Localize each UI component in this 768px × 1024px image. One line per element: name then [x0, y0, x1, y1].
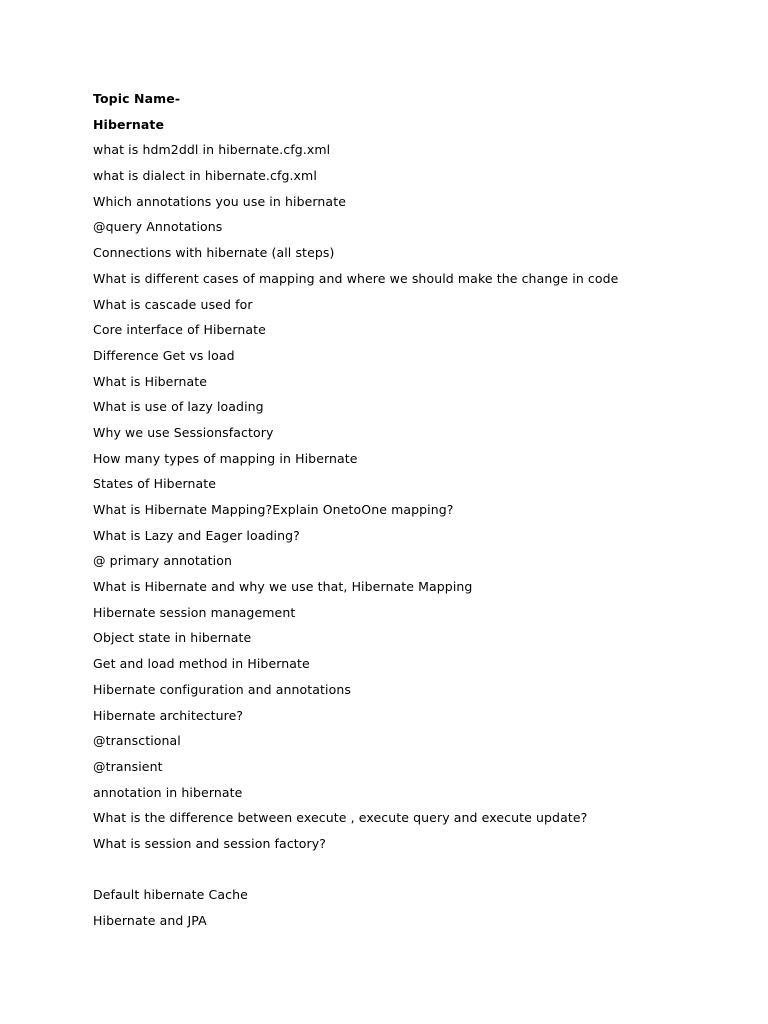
question-item: Default hibernate Cache: [93, 887, 248, 903]
question-item: @transient: [93, 758, 163, 774]
question-item: @ primary annotation: [93, 553, 233, 569]
question-item: What is Lazy and Eager loading?: [93, 527, 300, 543]
question-item: Connections with hibernate (all steps): [93, 245, 335, 261]
question-item: what is dialect in hibernate.cfg.xml: [93, 168, 317, 184]
extra-question-list: [93, 882, 733, 933]
question-item: What is different cases of mapping and where we should make the change in code: [93, 270, 619, 286]
question-item: What is use of lazy loading: [93, 399, 264, 415]
question-item: What is cascade used for: [93, 296, 253, 312]
document-page: [93, 86, 733, 934]
question-item: Which annotations you use in hibernate: [93, 193, 346, 209]
question-item: What is session and session factory?: [93, 835, 327, 851]
question-item: Core interface of Hibernate: [93, 322, 266, 338]
question-list: [93, 137, 733, 856]
question-item: @transctional: [93, 733, 181, 749]
question-item: Hibernate architecture?: [93, 707, 244, 723]
question-item: What is the difference between execute , execute query and execute update?: [93, 810, 588, 826]
topic-title: Hibernate: [93, 116, 165, 132]
question-item: Get and load method in Hibernate: [93, 656, 310, 672]
question-item: Object state in hibernate: [93, 630, 252, 646]
question-item: Difference Get vs load: [93, 347, 235, 363]
question-item: What is Hibernate Mapping?Explain OnetoOne mapping?: [93, 502, 454, 517]
question-item: @query Annotations: [93, 219, 223, 235]
blank-line: [93, 857, 733, 883]
question-item: How many types of mapping in Hibernate: [93, 450, 358, 466]
question-item: Why we use Sessionsfactory: [93, 424, 274, 440]
question-item: Hibernate and JPA: [93, 913, 207, 928]
question-item: what is hdm2ddl in hibernate.cfg.xml: [93, 142, 331, 158]
question-item: What is Hibernate: [93, 373, 208, 389]
topic-label: Topic Name-: [93, 91, 181, 106]
question-item: Hibernate session management: [93, 604, 296, 620]
question-item: annotation in hibernate: [93, 784, 243, 800]
question-item: States of Hibernate: [93, 476, 217, 492]
question-item: Hibernate configuration and annotations: [93, 681, 352, 697]
question-item: What is Hibernate and why we use that, Hibernate Mapping: [93, 579, 473, 595]
